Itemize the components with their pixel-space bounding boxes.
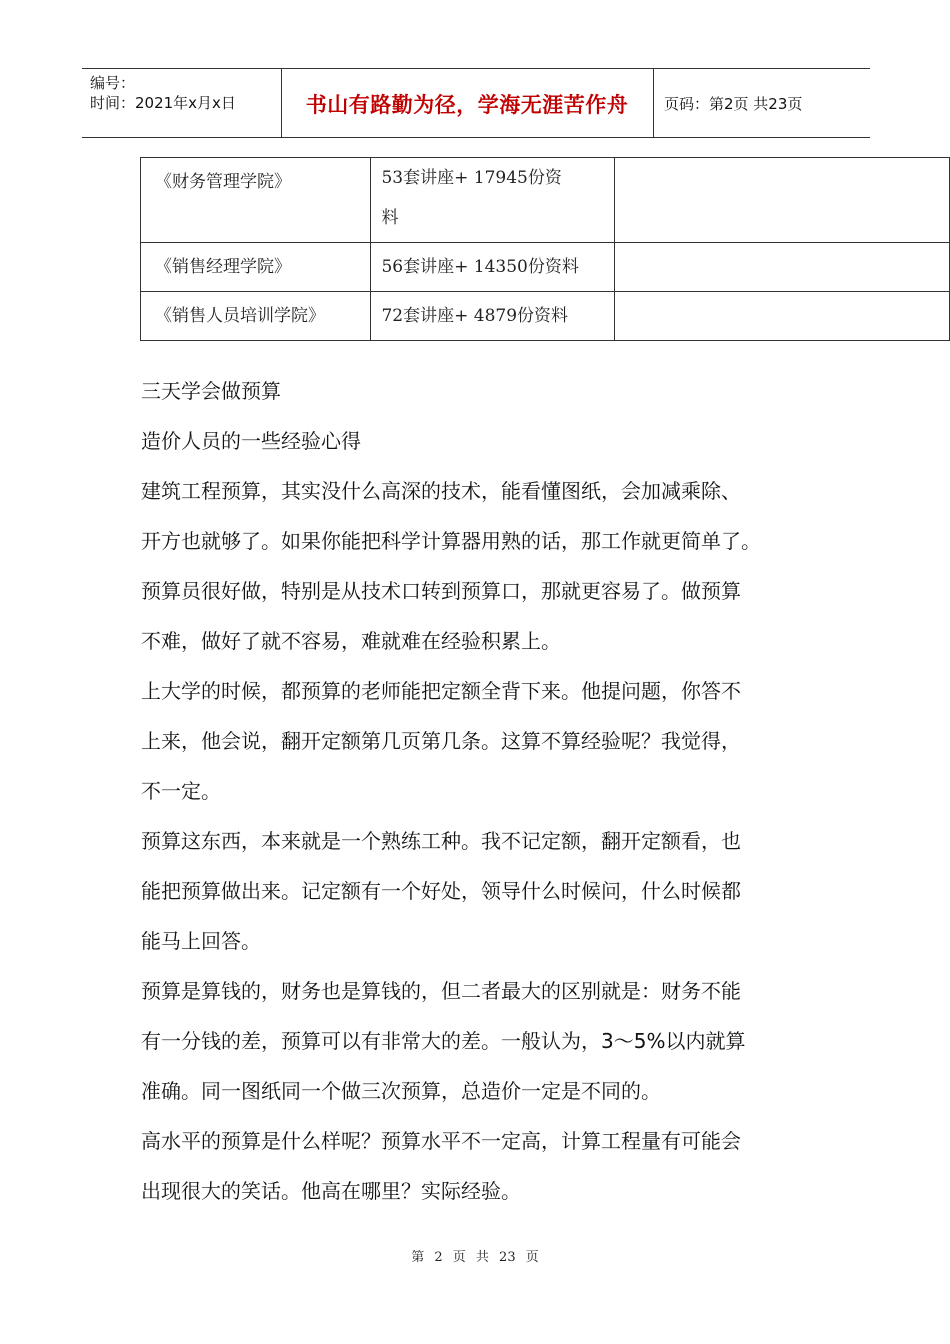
body-line: 预算是算钱的，财务也是算钱的，但二者最大的区别就是：财务不能: [141, 979, 741, 1003]
header-page-info: 页码：第2页 共23页: [664, 95, 803, 113]
body-line: 有一分钱的差，预算可以有非常大的差。一般认为，3～5%以内就算: [141, 1029, 746, 1053]
table-cell-name: 《销售人员培训学院》: [141, 292, 371, 341]
table-cell-name: 《财务管理学院》: [141, 158, 371, 243]
body-line: 三天学会做预算: [141, 379, 281, 403]
body-line: 高水平的预算是什么样呢？预算水平不一定高，计算工程量有可能会: [141, 1129, 741, 1153]
body-line: 预算这东西，本来就是一个熟练工种。我不记定额，翻开定额看，也: [141, 829, 741, 853]
body-line: 准确。同一图纸同一个做三次预算，总造价一定是不同的。: [141, 1079, 661, 1103]
body-line: 不一定。: [141, 779, 221, 803]
page-header: [82, 68, 870, 138]
body-line: 出现很大的笑话。他高在哪里？实际经验。: [141, 1179, 521, 1203]
body-line: 上大学的时候，都预算的老师能把定额全背下来。他提问题，你答不: [141, 679, 741, 703]
table-cell-extra: [614, 243, 949, 292]
body-line: 不难，做好了就不容易，难就难在经验积累上。: [141, 629, 561, 653]
table-cell-detail-line: 53套讲座+ 17945份资: [381, 168, 562, 188]
body-line: 建筑工程预算，其实没什么高深的技术，能看懂图纸，会加减乘除、: [141, 479, 741, 503]
body-line: 造价人员的一些经验心得: [141, 429, 361, 453]
page-footer: 第 2 页 共 23 页: [411, 1250, 539, 1265]
body-line: 能马上回答。: [141, 929, 261, 953]
body-line: 预算员很好做，特别是从技术口转到预算口，那就更容易了。做预算: [141, 579, 741, 603]
document-date: 时间：2021年x月x日: [90, 94, 236, 112]
header-meta: [90, 73, 236, 113]
table-row: [141, 292, 950, 341]
body-line: 能把预算做出来。记定额有一个好处，领导什么时候问，什么时候都: [141, 879, 741, 903]
document-body: [141, 366, 831, 1216]
header-motto: 书山有路勤为径，学海无涯苦作舟: [305, 93, 629, 117]
table-row: [141, 243, 950, 292]
document-number-label: 编号：: [90, 74, 136, 92]
body-line: 开方也就够了。如果你能把科学计算器用熟的话，那工作就更简单了。: [141, 529, 761, 553]
table-cell-extra: [614, 158, 949, 243]
table-cell-detail: 56套讲座+ 14350份资料: [371, 243, 614, 292]
body-line: 上来，他会说，翻开定额第几页第几条。这算不算经验呢？我觉得，: [141, 729, 741, 753]
table-cell-detail: 72套讲座+ 4879份资料: [371, 292, 614, 341]
resource-table: [140, 157, 950, 341]
table-cell-detail: [371, 158, 614, 243]
table-cell-detail-line: 料: [381, 208, 399, 228]
table-cell-name: 《销售经理学院》: [141, 243, 371, 292]
table-cell-extra: [614, 292, 949, 341]
header-divider: [653, 69, 654, 137]
table-row: [141, 158, 950, 243]
